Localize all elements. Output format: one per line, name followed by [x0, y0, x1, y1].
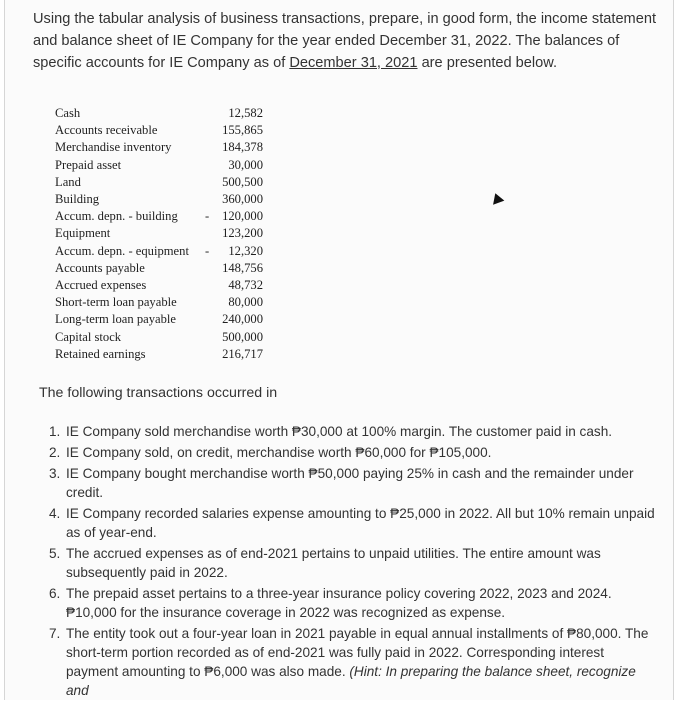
account-row — [45, 226, 285, 243]
transaction-item — [45, 544, 655, 582]
account-row — [45, 295, 285, 312]
account-amount: 12,320 — [228, 243, 263, 258]
transaction-hint: (Hint: In preparing the balance sheet, recognize and — [66, 664, 636, 698]
account-amount: 30,000 — [228, 157, 263, 172]
account-row — [45, 123, 285, 140]
account-amount: 240,000 — [222, 312, 263, 327]
transaction-text: The accrued expenses as of end-2021 pertains to unpaid utilities. The entire amount was subsequently paid in 2022. — [66, 546, 601, 580]
account-amount: 48,732 — [228, 278, 263, 292]
transaction-number: 3. — [49, 466, 61, 481]
instructions-date: December 31, 2021 — [289, 55, 418, 71]
account-row — [45, 278, 285, 295]
account-row — [45, 192, 285, 209]
transaction-text: IE Company recorded salaries expense amounting to ₱25,000 in 2022. All but 10% remain unpaid as of year-end. — [66, 506, 655, 540]
transaction-number: 6. — [49, 586, 61, 601]
account-row — [45, 209, 285, 226]
transaction-item — [45, 584, 655, 622]
account-amount: 123,200 — [222, 226, 263, 241]
account-row — [45, 312, 285, 329]
account-amount: 12,582 — [228, 106, 263, 120]
account-row — [45, 347, 285, 364]
transaction-text: IE Company sold, on credit, merchandise worth ₱60,000 for ₱105,000. — [66, 445, 492, 460]
account-amount: 360,000 — [222, 192, 263, 206]
account-row — [45, 140, 285, 157]
contra-sign: - — [205, 209, 210, 224]
transaction-number: 4. — [49, 506, 61, 521]
account-name: Accrued expenses — [55, 278, 147, 292]
mouse-cursor-icon — [490, 191, 505, 205]
account-name: Accum. depn. - equipment — [55, 243, 189, 258]
document-page — [4, 0, 674, 700]
account-name: Accounts receivable — [55, 123, 158, 138]
account-row — [45, 261, 285, 278]
transaction-number: 7. — [49, 626, 61, 641]
transaction-number: 2. — [49, 445, 61, 460]
account-amount: 500,000 — [222, 329, 263, 344]
account-amount: 155,865 — [222, 123, 263, 138]
account-name: Short-term loan payable — [55, 295, 177, 310]
transactions-list — [45, 422, 655, 702]
account-name: Accounts payable — [55, 260, 145, 275]
account-name: Long-term loan payable — [55, 312, 176, 327]
transaction-item — [45, 464, 655, 502]
account-name: Merchandise inventory — [55, 140, 172, 155]
transaction-item — [45, 443, 655, 462]
account-row — [45, 106, 285, 123]
account-name: Building — [55, 192, 100, 206]
account-row — [45, 158, 285, 175]
account-name: Capital stock — [55, 329, 122, 344]
account-row — [45, 330, 285, 347]
account-name: Prepaid asset — [55, 157, 122, 172]
account-row — [45, 244, 285, 261]
account-amount: 216,717 — [222, 346, 263, 361]
account-name: Equipment — [55, 226, 111, 241]
instructions-text: Using the tabular analysis of business transactions, prepare, in good form, the income statement and balance sheet of IE Company for the year ended December 31, 2022. The balances of specific accounts for IE Company as of — [33, 11, 656, 71]
account-amount: 500,500 — [222, 174, 263, 189]
instructions-text-end: are presented below. — [417, 55, 558, 71]
transaction-text: The prepaid asset pertains to a three-year insurance policy covering 2022, 2023 and 2024. ₱10,000 for the insurance coverage in 2022 was recognized as expense. — [66, 586, 612, 620]
transaction-text: IE Company sold merchandise worth ₱30,000 at 100% margin. The customer paid in cash. — [66, 424, 613, 439]
transaction-item — [45, 504, 655, 542]
account-amount: 80,000 — [228, 295, 263, 310]
transactions-heading: The following transactions occurred in — [39, 385, 278, 401]
transaction-text: IE Company bought merchandise worth ₱50,000 paying 25% in cash and the remainder under credit. — [66, 466, 634, 500]
instructions-paragraph — [33, 8, 663, 74]
account-name: Cash — [55, 106, 81, 120]
account-amount: 184,378 — [222, 140, 263, 155]
account-name: Retained earnings — [55, 346, 146, 361]
transaction-number: 5. — [49, 546, 61, 561]
transaction-item — [45, 624, 655, 700]
transaction-number: 1. — [49, 424, 61, 439]
transaction-item — [45, 422, 655, 441]
account-row — [45, 175, 285, 192]
account-name: Accum. depn. - building — [55, 209, 178, 224]
account-amount: 120,000 — [222, 209, 263, 224]
account-name: Land — [55, 174, 81, 189]
contra-sign: - — [205, 243, 210, 258]
account-amount: 148,756 — [222, 260, 263, 275]
account-balances-table — [45, 100, 285, 370]
transaction-text: The entity took out a four-year loan in 2021 payable in equal annual installments of ₱80,000. The short-term portion recorded as of end-2021 was fully paid in 2022. Corresponding interest payment amounting to ₱6,000 was also made. — [66, 626, 649, 679]
